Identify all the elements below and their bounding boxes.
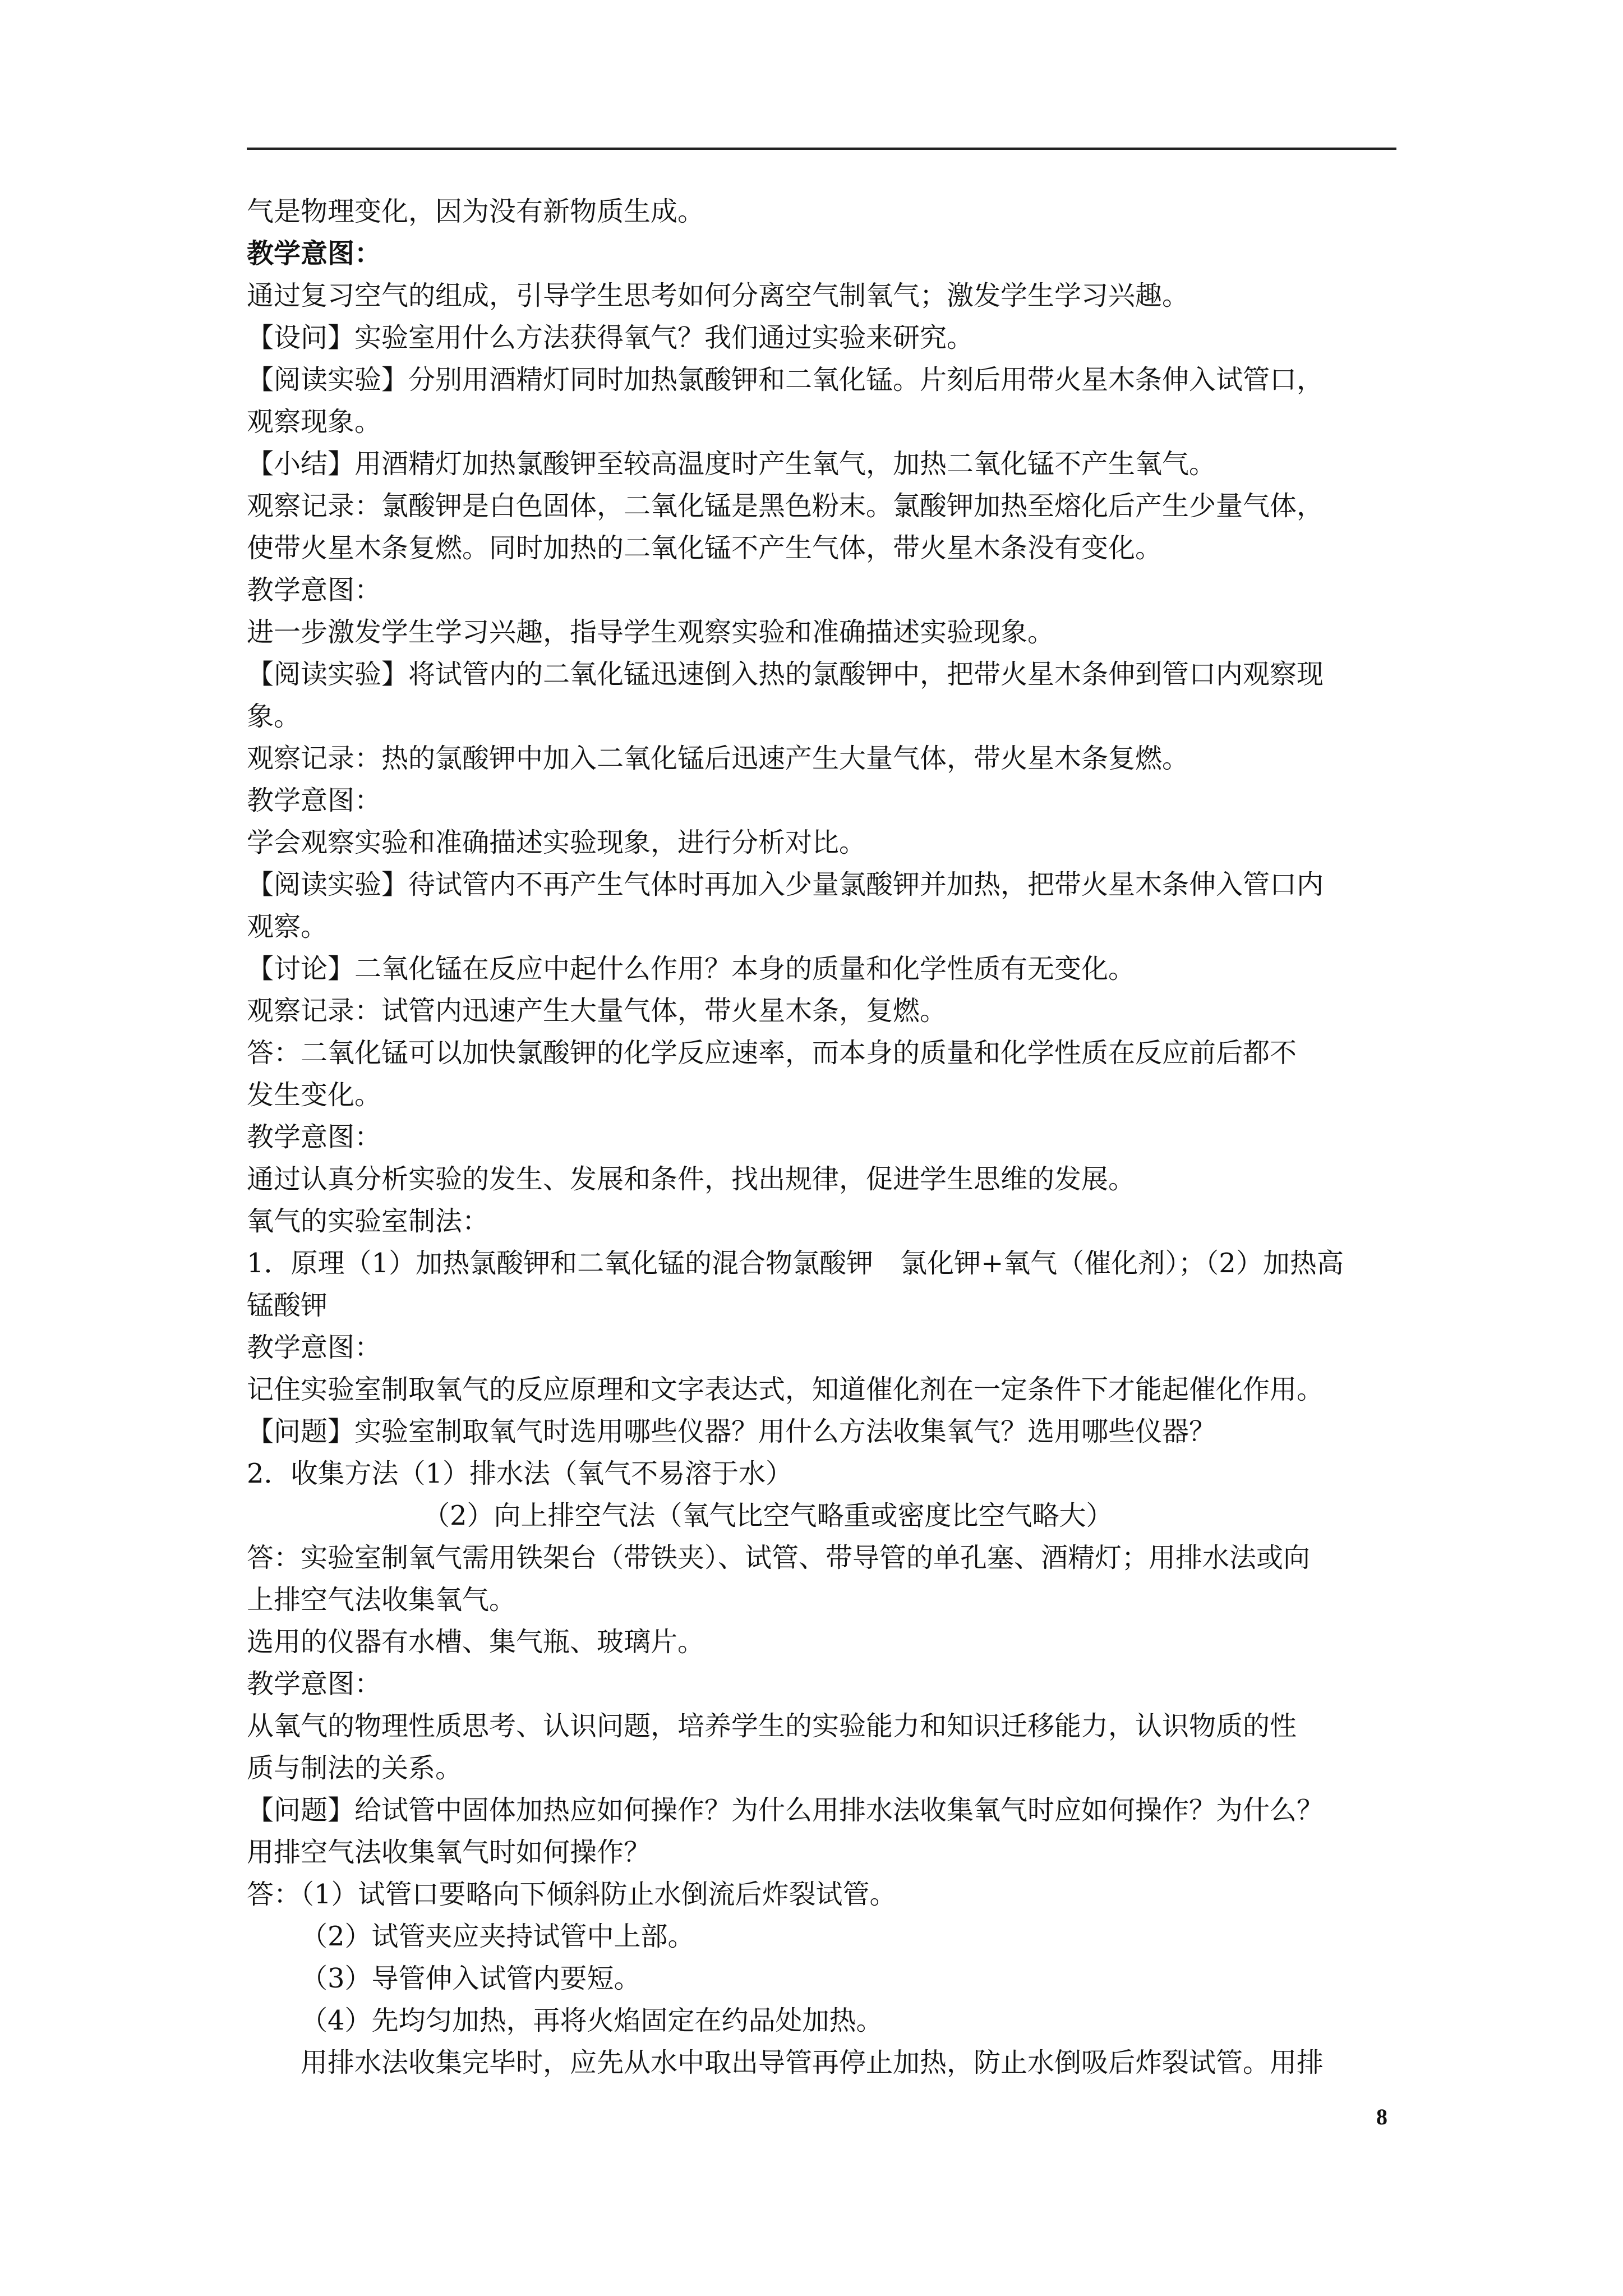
text-line: 答：实验室制氧气需用铁架台（带铁夹）、试管、带导管的单孔塞、酒精灯；用排水法或向 — [247, 1542, 1311, 1573]
text-line: 用排水法收集完毕时，应先从水中取出导管再停止加热，防止水倒吸后炸裂试管。用排 — [301, 2047, 1324, 2078]
text-line: 选用的仪器有水槽、集气瓶、玻璃片。 — [247, 1626, 705, 1658]
text-line: 【问题】实验室制取氧气时选用哪些仪器？用什么方法收集氧气？选用哪些仪器？ — [247, 1416, 1216, 1447]
text-line: 上排空气法收集氧气。 — [247, 1584, 517, 1616]
text-line: 通过复习空气的组成，引导学生思考如何分离空气制氧气；激发学生学习兴趣。 — [247, 280, 1189, 311]
text-line: 锰酸钾 — [247, 1290, 328, 1321]
text-line: 学会观察实验和准确描述实验现象，进行分析对比。 — [247, 827, 866, 858]
text-line: 【问题】给试管中固体加热应如何操作？为什么用排水法收集氧气时应如何操作？为什么？ — [247, 1795, 1324, 1826]
text-line: （4）先均匀加热，再将火焰固定在约品处加热。 — [301, 2005, 883, 2036]
text-line: 【设问】实验室用什么方法获得氧气？我们通过实验来研究。 — [247, 322, 974, 353]
section-heading: 教学意图： — [247, 1121, 382, 1153]
page-number: 8 — [1376, 2104, 1387, 2129]
text-line: 1．原理（1）加热氯酸钾和二氧化锰的混合物氯酸钾 氯化钾+氧气（催化剂）；（2）加热高 — [247, 1248, 1344, 1279]
text-line: （3）导管伸入试管内要短。 — [301, 1963, 641, 1994]
text-line: （2）向上排空气法（氧气比空气略重或密度比空气略大） — [423, 1500, 1113, 1531]
text-line: 【小结】用酒精灯加热氯酸钾至较高温度时产生氧气，加热二氧化锰不产生氧气。 — [247, 448, 1216, 480]
text-line: 【阅读实验】分别用酒精灯同时加热氯酸钾和二氧化锰。片刻后用带火星木条伸入试管口， — [247, 364, 1324, 395]
section-heading: 教学意图： — [247, 1332, 382, 1363]
text-line: 观察记录：热的氯酸钾中加入二氧化锰后迅速产生大量气体，带火星木条复燃。 — [247, 743, 1189, 774]
text-line: 2．收集方法（1）排水法（氧气不易溶于水） — [247, 1458, 793, 1489]
text-line: （2）试管夹应夹持试管中上部。 — [301, 1921, 695, 1952]
text-line: 通过认真分析实验的发生、发展和条件，找出规律，促进学生思维的发展。 — [247, 1163, 1136, 1195]
text-line: 观察记录：氯酸钾是白色固体，二氧化锰是黑色粉末。氯酸钾加热至熔化后产生少量气体， — [247, 490, 1324, 522]
text-line: 进一步激发学生学习兴趣，指导学生观察实验和准确描述实验现象。 — [247, 616, 1055, 648]
text-line: 使带火星木条复燃。同时加热的二氧化锰不产生气体，带火星木条没有变化。 — [247, 532, 1163, 564]
text-line: 记住实验室制取氧气的反应原理和文字表达式，知道催化剂在一定条件下才能起催化作用。 — [247, 1374, 1324, 1405]
section-heading: 教学意图： — [247, 1668, 382, 1700]
text-line: 气是物理变化，因为没有新物质生成。 — [247, 196, 705, 227]
text-line: 用排空气法收集氧气时如何操作？ — [247, 1837, 651, 1868]
text-line: 从氧气的物理性质思考、认识问题，培养学生的实验能力和知识迁移能力，认识物质的性 — [247, 1710, 1297, 1742]
document-body — [247, 191, 1402, 2084]
text-line: 【讨论】二氧化锰在反应中起什么作用？本身的质量和化学性质有无变化。 — [247, 953, 1136, 984]
section-heading: 教学意图： — [247, 238, 382, 269]
text-line: 质与制法的关系。 — [247, 1752, 463, 1784]
section-heading: 教学意图： — [247, 785, 382, 816]
section-heading: 教学意图： — [247, 574, 382, 606]
text-line: 答：二氧化锰可以加快氯酸钾的化学反应速率，而本身的质量和化学性质在反应前后都不 — [247, 1037, 1297, 1069]
text-line: 观察。 — [247, 911, 328, 942]
text-line: 发生变化。 — [247, 1079, 382, 1111]
text-line: 氧气的实验室制法： — [247, 1205, 490, 1237]
text-line: 象。 — [247, 701, 301, 732]
text-line: 答：（1）试管口要略向下倾斜防止水倒流后炸裂试管。 — [247, 1879, 897, 1910]
text-line: 【阅读实验】将试管内的二氧化锰迅速倒入热的氯酸钾中，把带火星木条伸到管口内观察现 — [247, 659, 1324, 690]
text-line: 【阅读实验】待试管内不再产生气体时再加入少量氯酸钾并加热，把带火星木条伸入管口内 — [247, 869, 1324, 900]
text-line: 观察记录：试管内迅速产生大量气体，带火星木条，复燃。 — [247, 995, 947, 1027]
text-line: 观察现象。 — [247, 406, 382, 438]
header-rule — [247, 148, 1396, 150]
